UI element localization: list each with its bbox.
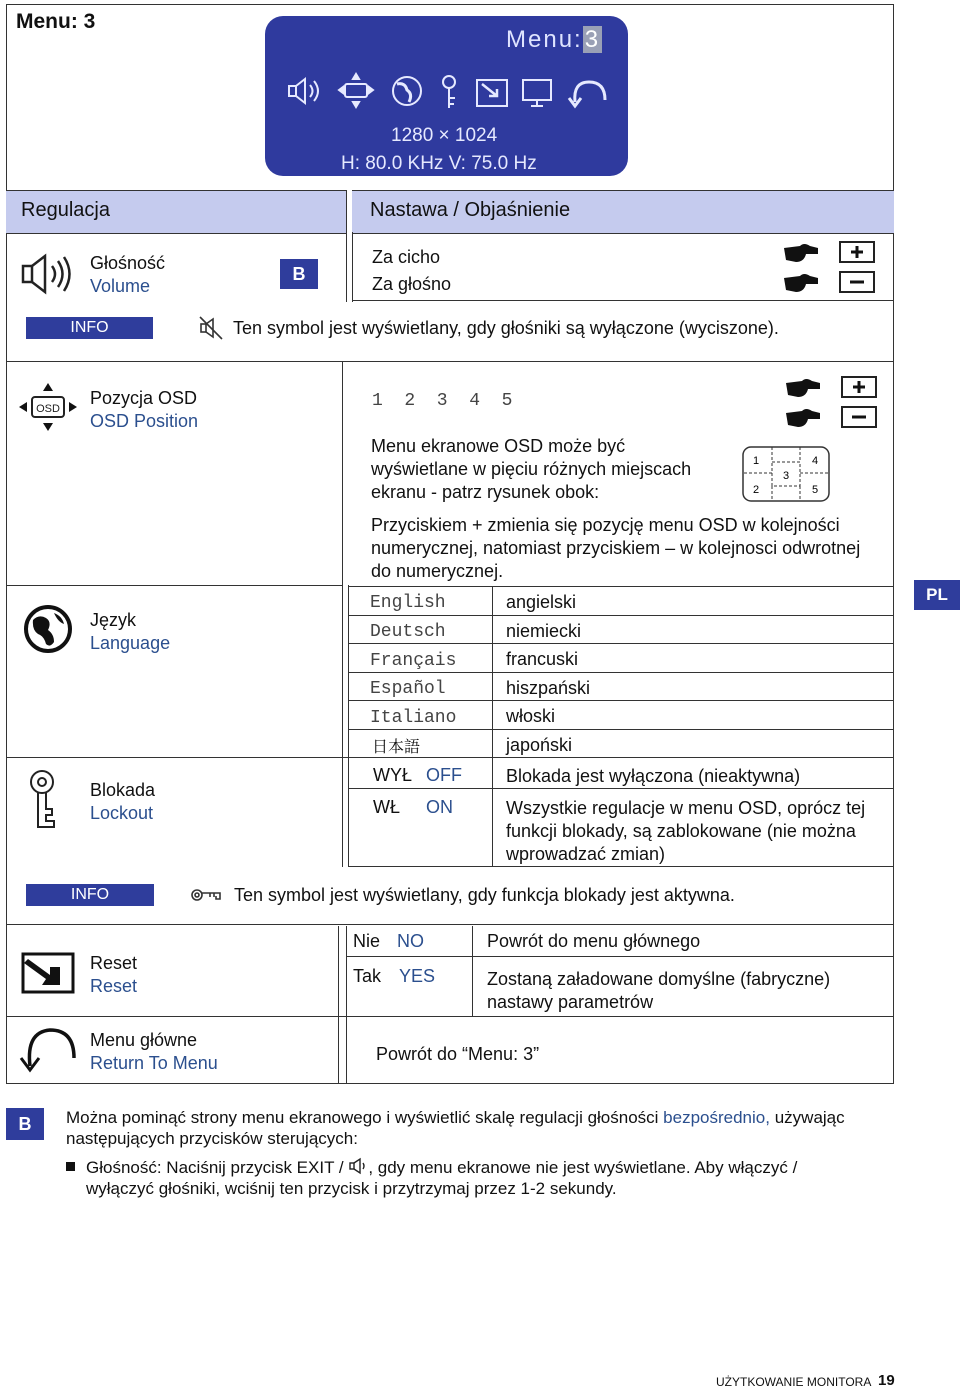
- mute-speaker-icon: [348, 1156, 368, 1176]
- reset-yes-desc-1: Zostaną załadowane domyślne (fabryczne): [487, 969, 831, 989]
- volume-label-pl: Głośność: [90, 253, 166, 273]
- osd-position-label-en: OSD Position: [90, 411, 199, 431]
- osd-position-diagram: [742, 446, 832, 502]
- reset-label-pl: Reset: [90, 953, 138, 973]
- osd-position-desc-2: wyświetlane w pięciu różnych miejscach: [371, 459, 692, 479]
- volume-info-badge: INFO: [26, 317, 153, 339]
- language-tab-pl: PL: [914, 580, 960, 610]
- osd-reset-icon: [477, 80, 507, 106]
- reset-yes-desc-2: nastawy parametrów: [487, 992, 654, 1012]
- speaker-icon: [20, 252, 78, 296]
- lockout-on-desc-3: wprowadzać zmian): [506, 844, 666, 864]
- badge-b: B: [280, 259, 318, 289]
- osd-icon-row: [287, 72, 617, 112]
- diagram-label-5: 5: [811, 484, 819, 496]
- note-bullet-line-2: wyłączyć głośniki, wciśnij ten przycisk i przytrzymaj przez 1-2 sekundy.: [86, 1179, 617, 1198]
- note-badge-b: B: [6, 1108, 44, 1140]
- diagram-label-2: 2: [752, 484, 760, 496]
- language-pl-italiano: włoski: [506, 706, 556, 726]
- lockout-on-desc-1: Wszystkie regulacje w menu OSD, oprócz tej: [506, 798, 866, 818]
- osd-position-label-pl: Pozycja OSD: [90, 388, 198, 408]
- footer-text: UŻYTKOWANIE MONITORA: [716, 1375, 872, 1389]
- reset-yes-en: YES: [399, 966, 436, 986]
- diagram-label-4: 4: [811, 455, 819, 467]
- osd-position-desc-3: ekranu - patrz rysunek obok:: [371, 482, 600, 502]
- svg-text:OSD: OSD: [36, 403, 60, 415]
- language-code-deutsch: Deutsch: [370, 622, 446, 642]
- lock-symbol-icon: [190, 885, 222, 905]
- osd-preview: [265, 16, 628, 176]
- header-left: Regulacja: [6, 190, 346, 234]
- osd-globe-icon: [393, 77, 421, 105]
- lockout-off-en: OFF: [426, 765, 462, 785]
- language-code-francais: Français: [370, 651, 457, 671]
- osd-position-desc-6: do numerycznej.: [371, 561, 504, 581]
- lockout-info-text: Ten symbol jest wyświetlany, gdy funkcja blokady jest aktywna.: [234, 885, 735, 905]
- return-icon: [18, 1024, 80, 1076]
- osd-resolution: 1280 × 1024: [391, 125, 498, 146]
- key-icon: [28, 769, 60, 831]
- language-code-japanese: 日本語: [372, 737, 421, 756]
- note-bullet-line-1: Głośność: Naciśnij przycisk EXIT / , gdy menu ekranowe nie jest wyświetlane. Aby włączyć /: [86, 1158, 798, 1177]
- osd-position-desc-4: Przyciskiem + zmienia się pozycję menu OSD w kolejności: [371, 515, 840, 535]
- reset-no-desc: Powrót do menu głównego: [487, 931, 701, 951]
- mute-icon: [198, 315, 224, 341]
- plus-minus-buttons-icon-2: [784, 375, 880, 433]
- osd-position-numbers: 1 2 3 4 5: [372, 391, 513, 411]
- plus-minus-buttons-icon: [782, 240, 878, 298]
- globe-icon: [24, 604, 72, 654]
- header-right: Nastawa / Objaśnienie: [352, 190, 894, 234]
- osd-frequency: H: 80.0 KHz V: 75.0 Hz: [341, 153, 537, 174]
- language-pl-deutsch: niemiecki: [506, 621, 582, 641]
- language-pl-english: angielski: [506, 592, 577, 612]
- lockout-on-en: ON: [426, 797, 453, 817]
- lockout-off-desc: Blokada jest wyłączona (nieaktywna): [506, 766, 801, 786]
- diagram-label-3: 3: [782, 470, 790, 482]
- page-title: Menu: 3: [16, 10, 96, 33]
- note-line-2: następujących przycisków sterujących:: [66, 1129, 358, 1148]
- language-pl-espanol: hiszpański: [506, 678, 591, 698]
- osd-position-desc-5: numerycznej, natomiast przyciskiem – w kolejnosci odwrotnej: [371, 538, 861, 558]
- bullet-square: [66, 1162, 75, 1171]
- volume-label-en: Volume: [90, 276, 151, 296]
- lockout-info-badge: INFO: [26, 884, 154, 906]
- osd-monitor-icon: [523, 80, 551, 106]
- language-label-pl: Język: [90, 610, 137, 630]
- osd-key-icon: [443, 76, 455, 108]
- return-desc: Powrót do “Menu: 3”: [376, 1044, 540, 1064]
- return-label-pl: Menu główne: [90, 1030, 198, 1050]
- diagram-label-1: 1: [752, 455, 760, 467]
- language-code-english: English: [370, 593, 446, 613]
- language-pl-francais: francuski: [506, 649, 579, 669]
- language-pl-japanese: japoński: [506, 735, 573, 755]
- lockout-off-pl: WYŁ: [373, 765, 413, 785]
- osd-speaker-icon: [289, 79, 318, 103]
- reset-label-en: Reset: [90, 976, 138, 996]
- osd-position-desc-1: Menu ekranowe OSD może być: [371, 436, 626, 456]
- reset-no-en: NO: [397, 931, 424, 951]
- volume-desc-quiet: Za cicho: [372, 247, 441, 267]
- return-label-en: Return To Menu: [90, 1053, 218, 1073]
- reset-icon: [20, 951, 76, 995]
- volume-desc-loud: Za głośno: [372, 274, 452, 294]
- lockout-label-pl: Blokada: [90, 780, 156, 800]
- volume-info-text: Ten symbol jest wyświetlany, gdy głośniki są wyłączone (wyciszone).: [233, 318, 779, 338]
- osd-position-icon: [339, 74, 373, 107]
- language-code-italiano: Italiano: [370, 708, 457, 728]
- lockout-on-desc-2: funkcji blokady, są zablokowane (nie można: [506, 821, 856, 841]
- osd-title-number: 3: [584, 26, 601, 53]
- reset-yes-pl: Tak: [353, 966, 382, 986]
- lockout-label-en: Lockout: [90, 803, 154, 823]
- osd-title: Menu:: [506, 26, 583, 53]
- lockout-on-pl: WŁ: [373, 797, 400, 817]
- page-number: 19: [878, 1372, 895, 1389]
- language-label-en: Language: [90, 633, 171, 653]
- reset-no-pl: Nie: [353, 931, 381, 951]
- osd-position-icon: [18, 382, 78, 432]
- osd-return-icon: [569, 82, 605, 106]
- note-line-1: Można pominąć strony menu ekranowego i wyświetlić skalę regulacji głośności bezpośrednio, używając: [66, 1108, 845, 1127]
- language-code-espanol: Español: [370, 679, 446, 699]
